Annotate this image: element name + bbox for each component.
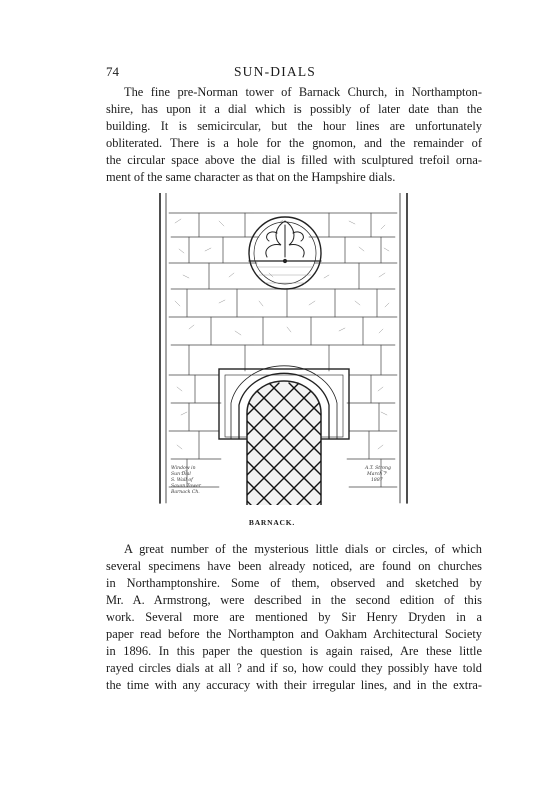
text-line: A great number of the mysterious little dials or circles, of which [124, 542, 482, 556]
sketch-note-line: S. Wall of [171, 478, 193, 483]
paragraph-barnack-intro [106, 84, 482, 186]
dial-roundel [249, 217, 321, 289]
paragraph-northamptonshire-dials [106, 541, 482, 694]
sketch-note-line: Barnack Ch. [171, 490, 200, 495]
text-line: work. Several more are mentioned by Sir Henry Dryden in a [106, 610, 482, 624]
text-line: shire, has upon it a dial which is possibly of later date than the [106, 102, 482, 116]
text-line: building. It is semicircular, but the hour lines are unfortunately [106, 119, 482, 133]
sketch-note-left [170, 465, 202, 495]
text-line: in 1896. In this paper the question is again raised, Are these little [106, 644, 482, 658]
text-line: the time with any accuracy with their irregular lines, and in the extra- [106, 678, 482, 692]
trefoil-ornament [266, 221, 304, 257]
sketch-note-line: Saxon Tower [171, 484, 201, 489]
text-line: several specimens have been already noticed, are found on churches [106, 559, 482, 573]
sketch-note-line: Sun Dial [171, 472, 191, 477]
page-header [106, 64, 444, 82]
figure-caption: BARNACK. [248, 518, 296, 527]
barnack-sundial-sketch [159, 193, 417, 505]
text-line: rayed circles dials at all ? and if so, how could they possibly have told [106, 661, 482, 675]
text-line: ment of the same character as that on the Hampshire dials. [106, 170, 396, 184]
text-line: Mr. A. Armstrong, were described in the second edition of this [106, 593, 482, 607]
text-line: The fine pre-Norman tower of Barnack Church, in Northampton- [124, 85, 482, 99]
gnomon-hole [283, 259, 286, 262]
running-title: SUN-DIALS [233, 64, 317, 79]
text-line: obliterated. There is a hole for the gnomon, and the remainder of [106, 136, 482, 150]
sketch-note-line: March 7 [367, 472, 387, 477]
leaded-window [209, 381, 359, 505]
text-line: the circular space above the dial is filled with sculptured trefoil orna- [106, 153, 482, 167]
sketch-note-right [364, 465, 391, 483]
sketch-note-line: A.T. Strong [365, 466, 391, 471]
sketch-note-line: Window in [171, 466, 196, 471]
page-number: 74 [106, 64, 119, 79]
text-line: in Northamptonshire. Some of them, observed and sketched by [106, 576, 482, 590]
text-line: paper read before the Northampton and Oakham Architectural Society [106, 627, 482, 641]
sketch-note-line: 1887 [371, 478, 383, 483]
